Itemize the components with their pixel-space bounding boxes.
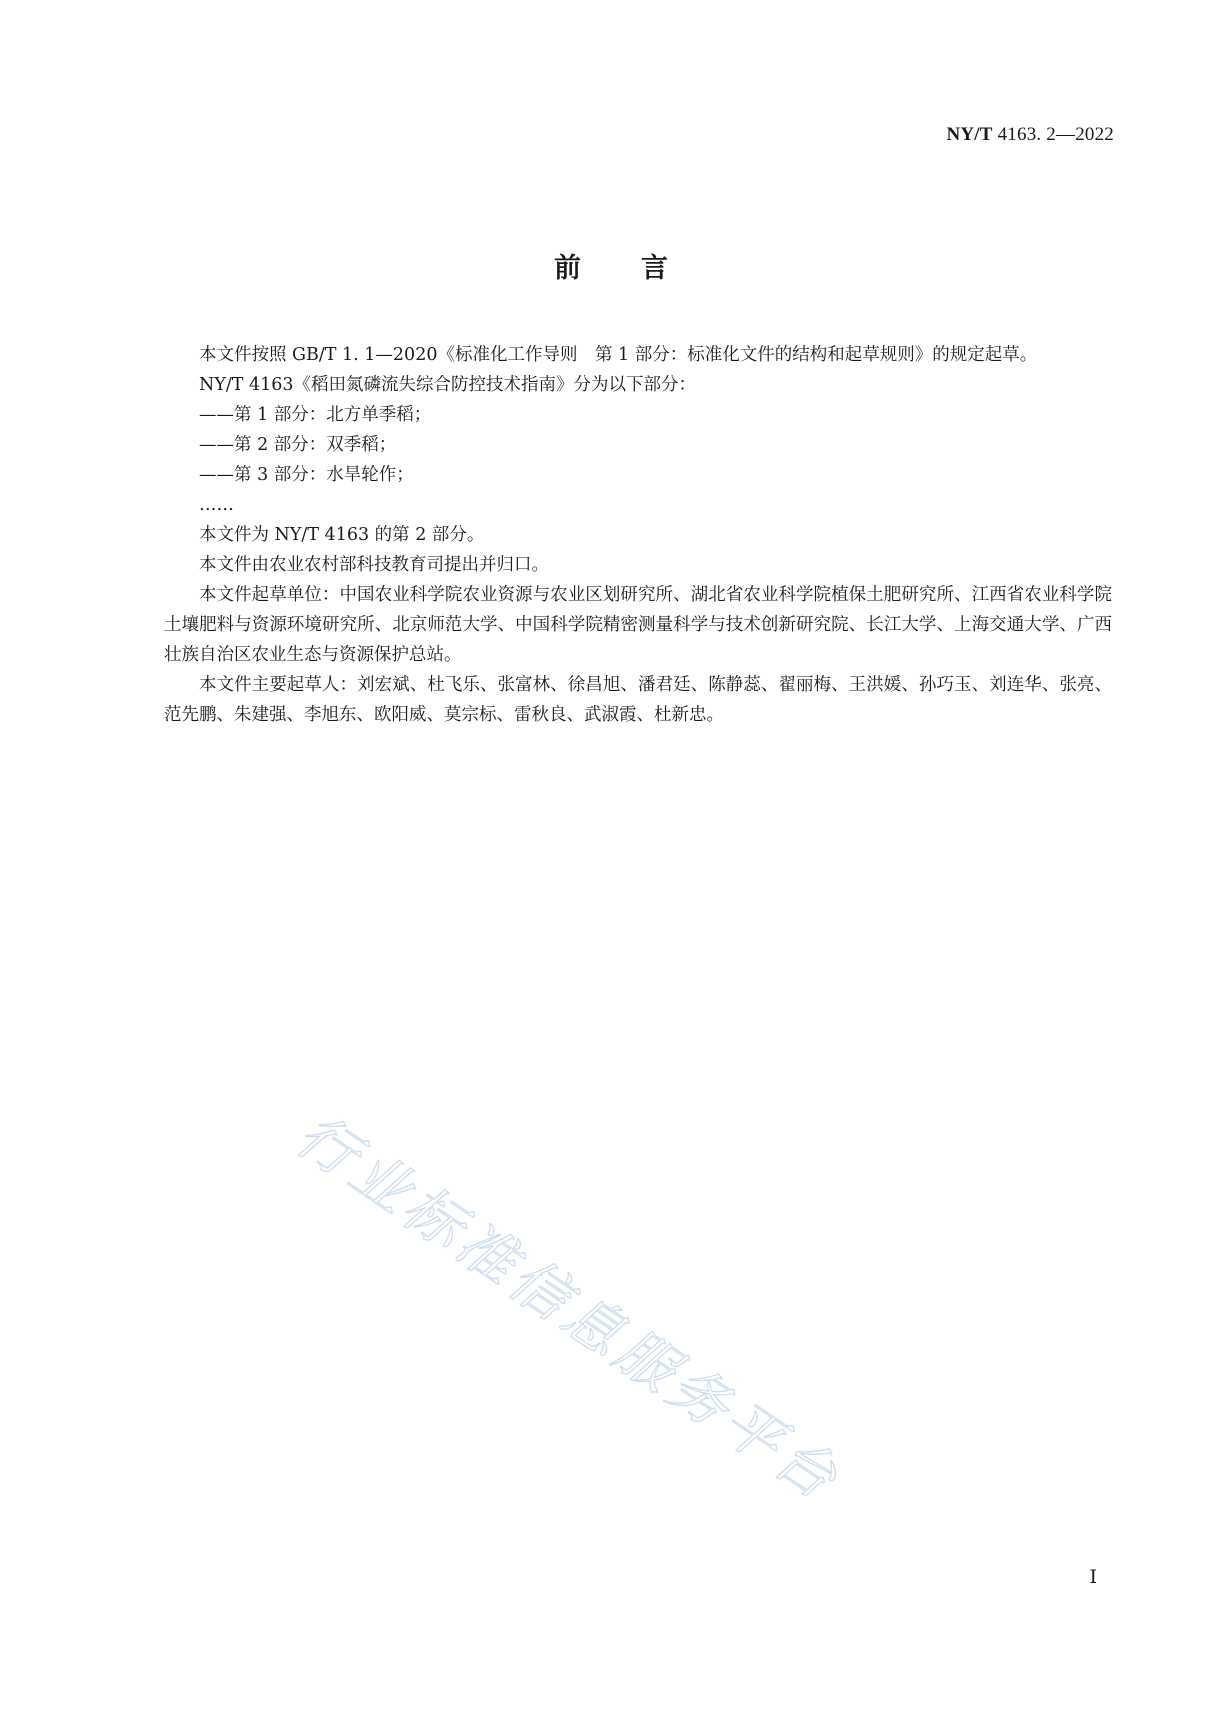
title-char-2: 言 [641,253,670,284]
paragraph-drafters: 本文件主要起草人：刘宏斌、杜飞乐、张富林、徐昌旭、潘君廷、陈静蕊、翟丽梅、王洪媛、孙巧玉、刘连华、张亮、范先鹏、朱建强、李旭东、欧阳威、莫宗标、雷秋良、武淑霞、杜新忠。 [164,675,1112,725]
page-number: I [1089,1566,1097,1588]
standard-code-prefix: NY/T [946,124,993,145]
list-item-part-1: ——第 1 部分：北方单季稻； [199,405,432,425]
paragraph-this-part: 本文件为 NY/T 4163 的第 2 部分。 [199,525,485,545]
watermark: 行业标准信息服务平台 [284,1100,854,1516]
list-item-part-2: ——第 2 部分：双季稻； [199,435,397,455]
paragraph-parts-intro: NY/T 4163《稻田氮磷流失综合防控技术指南》分为以下部分： [199,375,697,395]
paragraph-drafting-rules: 本文件按照 GB/T 1. 1—2020《标准化工作导则 第 1 部分：标准化文件的结构和起草规则》的规定起草。 [199,345,1038,365]
title-char-1: 前 [554,253,583,284]
paragraph-drafting-units: 本文件起草单位：中国农业科学院农业资源与农业区划研究所、湖北省农业科学院植保土肥研究所、江西省农业科学院土壤肥料与资源环境研究所、北京师范大学、中国科学院精密测量科学与技术创新研究院、长江大学、上海交通大学、广西壮族自治区农业生态与资源保护总站。 [164,585,1112,665]
list-item-part-3: ——第 3 部分：水旱轮作； [199,465,414,485]
foreword-body [164,340,1112,730]
standard-code [946,124,1114,146]
standard-code-number: 4163. 2—2022 [992,124,1114,145]
list-ellipsis: …… [199,495,234,515]
page-title [0,246,1224,285]
paragraph-proposer: 本文件由农业农村部科技教育司提出并归口。 [199,555,549,575]
